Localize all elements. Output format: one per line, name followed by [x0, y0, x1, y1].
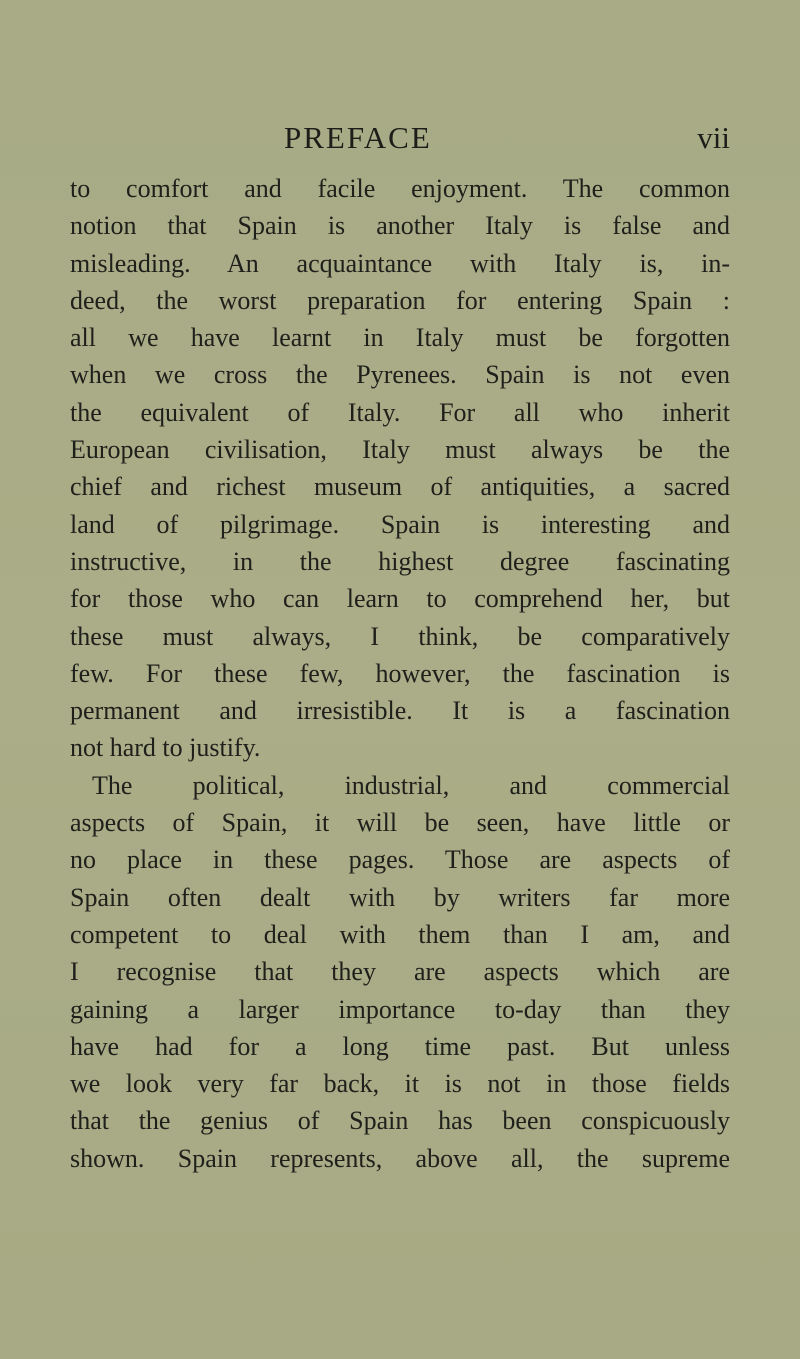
running-title: PREFACE: [284, 120, 432, 155]
text-line: competent to deal with them than I am, and: [70, 919, 730, 949]
text-line: permanent and irresistible. It is a fascination: [70, 696, 730, 726]
text-line: when we cross the Pyrenees. Spain is not even: [70, 360, 730, 390]
text-line: gaining a larger importance to-day than they: [70, 994, 730, 1024]
text-line: European civilisation, Italy must always be the: [70, 435, 730, 465]
text-line: that the genius of Spain has been conspicuously: [70, 1106, 730, 1136]
text-line: aspects of Spain, it will be seen, have little or: [70, 808, 730, 838]
page-header: [70, 118, 730, 162]
text-line: for those who can learn to comprehend her, but: [70, 584, 730, 614]
text-line: chief and richest museum of antiquities, a sacred: [70, 472, 730, 502]
text-line: the equivalent of Italy. For all who inherit: [70, 397, 730, 427]
text-line: Spain often dealt with by writers far more: [70, 882, 730, 912]
text-line: deed, the worst preparation for entering Spain :: [70, 285, 730, 315]
text-line: few. For these few, however, the fascination is: [70, 658, 730, 688]
text-line-paragraph-end: not hard to justify.: [70, 733, 261, 763]
text-line: we look very far back, it is not in those fields: [70, 1069, 730, 1099]
text-line: have had for a long time past. But unless: [70, 1031, 730, 1061]
text-line: land of pilgrimage. Spain is interesting and: [70, 509, 730, 539]
text-line: shown. Spain represents, above all, the supreme: [70, 1143, 730, 1173]
text-line: instructive, in the highest degree fascinating: [70, 546, 730, 576]
text-line: notion that Spain is another Italy is false and: [70, 211, 730, 241]
text-line: all we have learnt in Italy must be forgotten: [70, 323, 730, 353]
text-line: these must always, I think, be comparatively: [70, 621, 730, 651]
text-line: to comfort and facile enjoyment. The common: [70, 174, 730, 203]
text-line: I recognise that they are aspects which are: [70, 957, 730, 987]
text-line: misleading. An acquaintance with Italy is, in-: [70, 248, 730, 278]
text-line-paragraph-start: The political, industrial, and commercial: [92, 770, 730, 800]
page-number: vii: [697, 120, 730, 155]
text-line: no place in these pages. Those are aspects of: [70, 845, 730, 875]
body-text: [70, 170, 730, 1177]
